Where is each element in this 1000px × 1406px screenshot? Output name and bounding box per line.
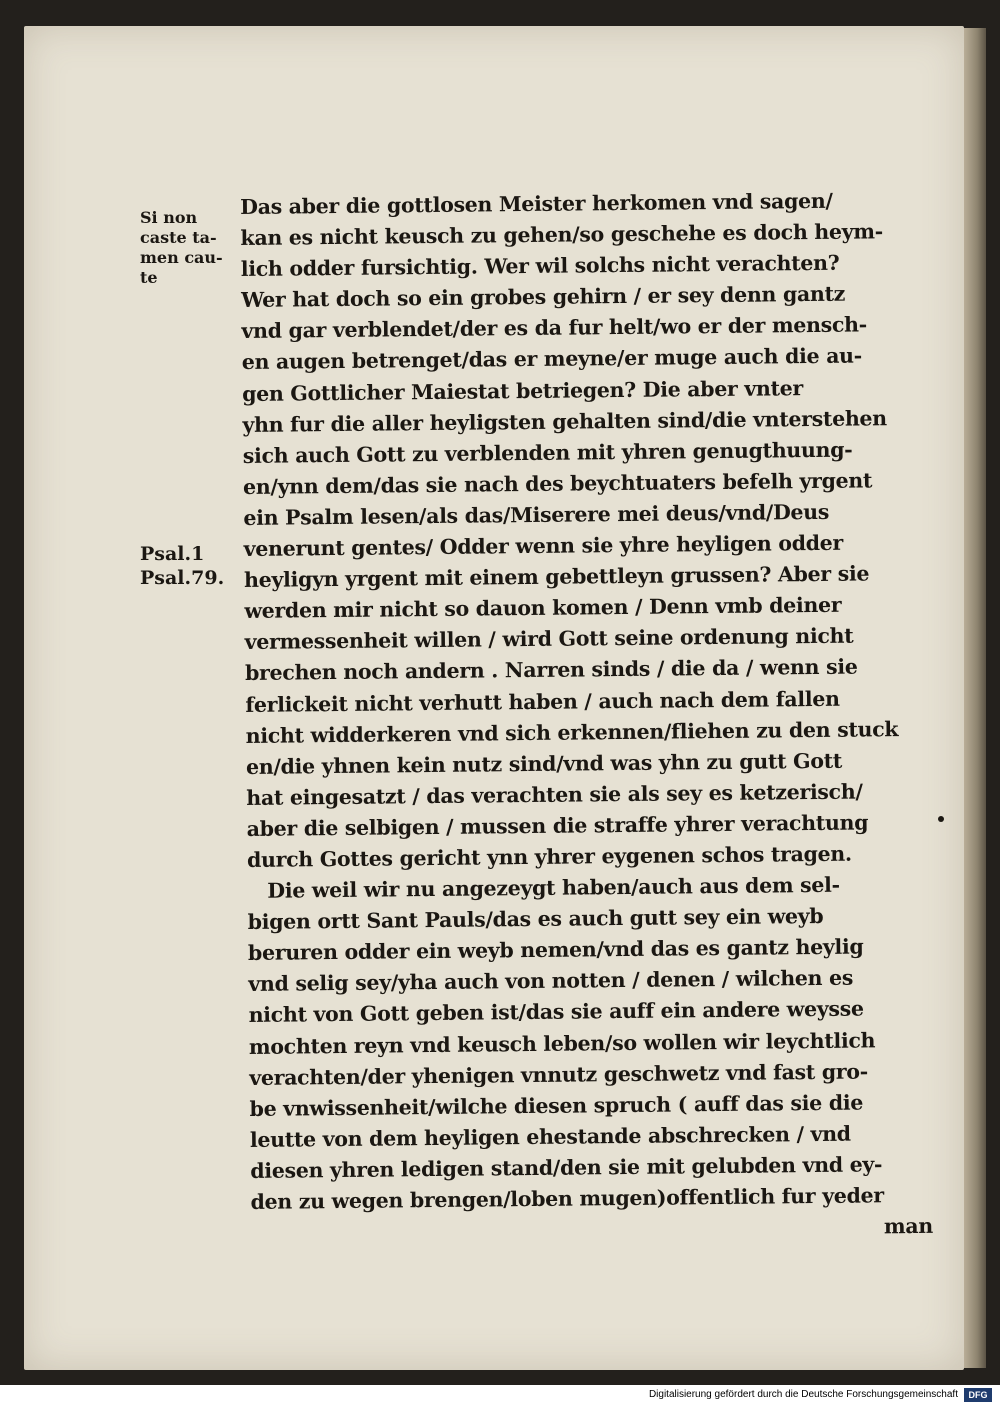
text-line: lich odder fursichtig. Wer wil solchs nicht verachten?: [240, 250, 840, 282]
text-line: sich auch Gott zu verblenden mit yhren genugthuung-: [242, 437, 853, 468]
text-line: en/die yhnen kein nutz sind/vnd was yhn zu gutt Gott: [245, 748, 843, 779]
margin-notes: [140, 208, 245, 589]
text-line: kan es nicht keusch zu gehen/so geschehe es doch heym-: [240, 219, 884, 251]
text-line: venerunt gentes/ Odder wenn sie yhre heyligen odder: [243, 530, 844, 562]
page-edge: [964, 28, 986, 1368]
text-line: nicht widderkeren vnd sich erkennen/fliehen zu den stuck: [245, 716, 899, 748]
margin-note-psalms: [140, 542, 224, 590]
text-line: en/ynn dem/das sie nach des beychtuaters befelh yrgent: [242, 468, 873, 499]
text-line: Die weil wir nu angezeygt haben/auch aus dem sel-: [267, 872, 840, 903]
text-line: nicht von Gott geben ist/das sie auff ein andere weysse: [248, 996, 864, 1028]
text-line: Wer hat doch so ein grobes gehirn / er sey denn gantz: [241, 281, 846, 313]
footer-bar: [0, 1385, 1000, 1406]
text-line: en augen betrenget/das er meyne/er muge auch die au-: [241, 343, 863, 375]
margin-note-line: Psal.79.: [140, 567, 225, 589]
dfg-logo-icon: DFG: [964, 1388, 992, 1402]
text-line: ein Psalm lesen/als das/Miserere mei deus/vnd/Deus: [243, 499, 830, 530]
text-line: aber die selbigen / mussen die straffe yhrer verachtung: [246, 810, 869, 841]
text-line: hat eingesatzt / das verachten sie als sey es ketzerisch/: [246, 779, 863, 810]
text-line: vnd gar verblendet/der es da fur helt/wo er der mensch-: [241, 312, 868, 344]
text-line: leutte von dem heyligen ehestande abschrecken / vnd: [249, 1121, 851, 1152]
text-line: mochten reyn vnd keusch leben/so wollen wir leychtlich: [248, 1027, 876, 1059]
text-line: beruren odder ein weyb nemen/vnd das es gantz heylig: [247, 934, 864, 966]
margin-note-line: Si non: [140, 208, 198, 227]
text-line: gen Gottlicher Maiestat betriegen? Die aber vnter: [241, 375, 804, 406]
text-line: durch Gottes gericht ynn yhrer eygenen schos tragen.: [246, 841, 852, 872]
text-line: verachten/der yhenigen vnnutz geschwetz vnd fast gro-: [249, 1059, 869, 1090]
margin-note-line: te: [140, 268, 158, 287]
text-line: den zu wegen brengen/loben mugen)offentlich fur yeder: [250, 1183, 884, 1214]
text-line: werden mir nicht so dauon komen / Denn vmb deiner: [244, 592, 842, 624]
text-line: brechen noch andern . Narren sinds / die da / wenn sie: [244, 654, 858, 686]
ink-dot: [938, 816, 944, 822]
margin-note-line: Psal.1: [140, 543, 205, 565]
footer-credit: Digitalisierung gefördert durch die Deutsche Forschungsgemeinschaft: [648, 1389, 958, 1400]
text-line: vnd selig sey/yha auch von notten / denen / wilchen es: [248, 965, 854, 997]
text-line: heyligyn yrgent mit einem gebettleyn grussen? Aber sie: [243, 561, 870, 593]
text-line: yhn fur die aller heyligsten gehalten sind/die vnterstehen: [242, 405, 887, 437]
text-line: bigen ortt Sant Pauls/das es auch gutt sey ein weyb: [247, 904, 824, 935]
margin-note-latin: [140, 208, 245, 288]
margin-note-line: men cau-: [140, 248, 223, 267]
catchword: man: [883, 1213, 933, 1239]
text-line: diesen yhren ledigen stand/den sie mit gelubden vnd ey-: [250, 1152, 883, 1183]
text-line: Das aber die gottlosen Meister herkomen vnd sagen/: [240, 188, 833, 219]
margin-note-line: caste ta-: [140, 228, 217, 247]
text-line: ferlickeit nicht verhutt haben / auch nach dem fallen: [245, 686, 840, 717]
text-line: be vnwissenheit/wilche diesen spruch ( auff das sie die: [249, 1090, 864, 1121]
text-line: vermessenheit willen / wird Gott seine ordenung nicht: [244, 623, 854, 655]
body-text: [240, 185, 941, 1249]
